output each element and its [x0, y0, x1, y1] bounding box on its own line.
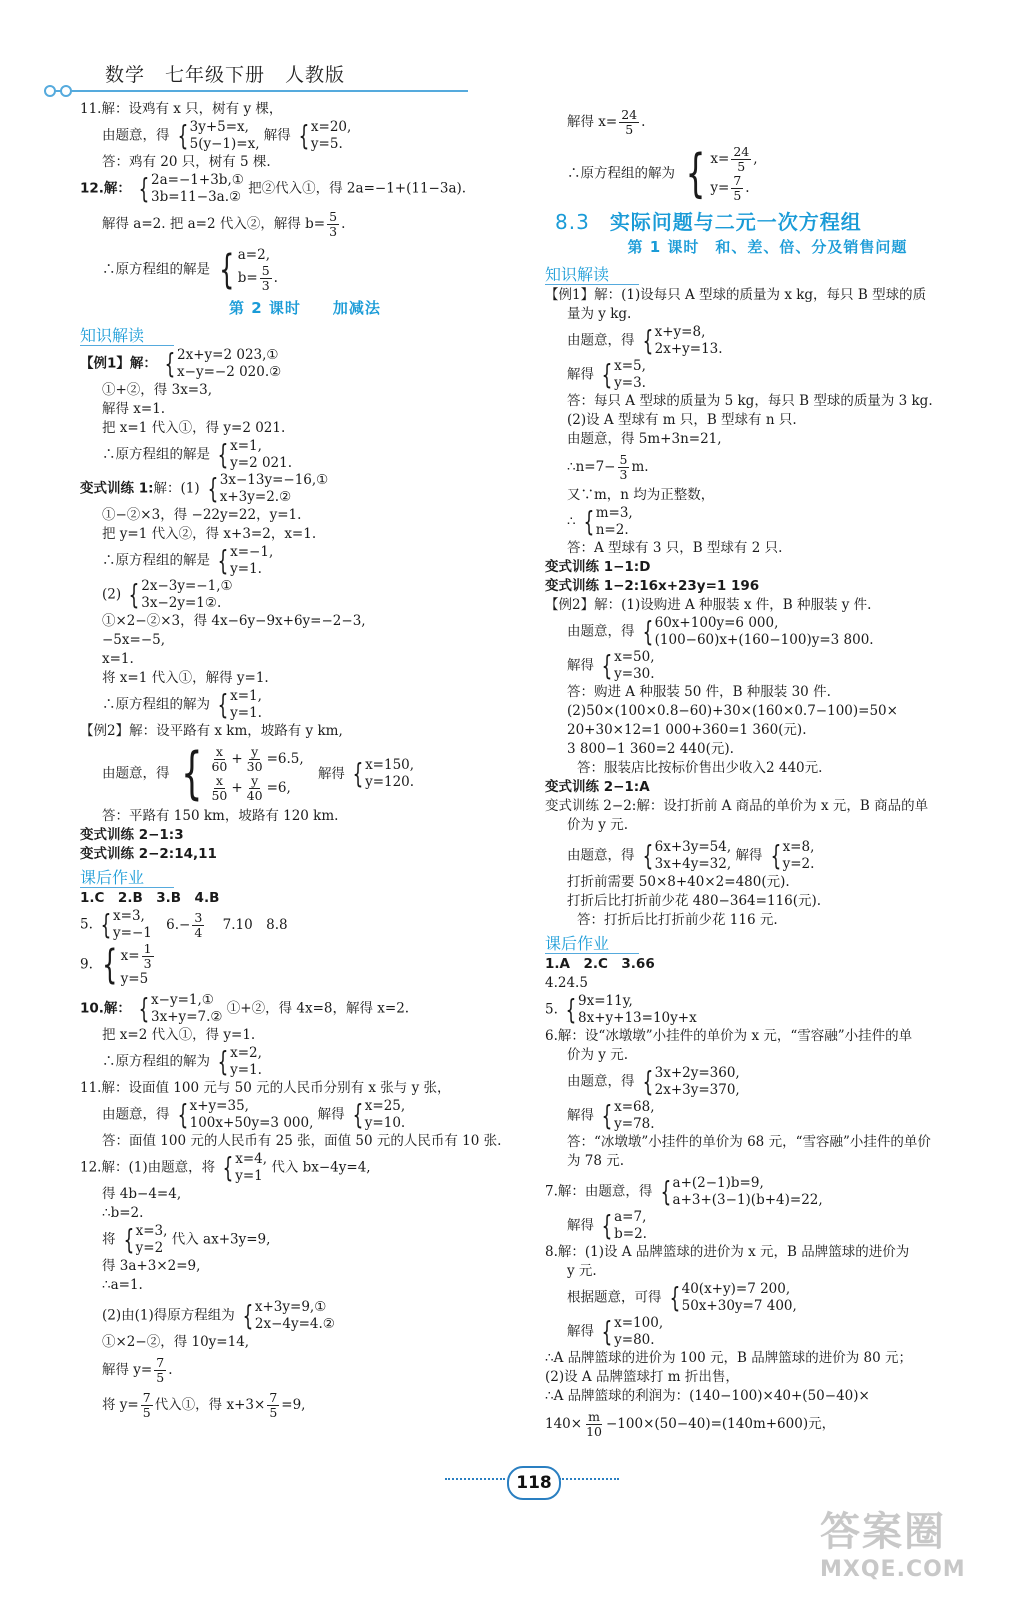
equation-line: 140× $\frac{m}{10}$ −100×(50−40)=(140m+600)元，	[545, 1409, 836, 1439]
equation-line: 由题意，得 { 3x+2y=360, 2x+3y=370,	[567, 1065, 740, 1098]
text-line: 打折后比打折前少花 480−364=116(元).	[567, 893, 822, 909]
equation-line: 解得 { x=50, y=30.	[567, 649, 655, 682]
equation-line: 由题意，得 { $\frac{x}{60}$ + $\frac{y}{30}$ =6.5, $\frac{x}{50}$ + $\frac{y}{40}$ =6, 解得 { x=150, y=120.	[102, 741, 415, 806]
equation-line: (2)由(1)得原方程组为 { x+3y=9,① 2x−4y=4.②	[102, 1299, 335, 1332]
text-line: (2)50×(100×0.8−60)+30×(160×0.7−100)=50×	[567, 703, 898, 719]
text-line: 答：每只 A 型球的质量为 5 kg，每只 B 型球的质量为 3 kg.	[567, 393, 933, 409]
text-line: 【例2】解：(1)设购进 A 种服装 x 件，B 种服装 y 件.	[545, 597, 872, 613]
text-line: 20+30×12=1 000+360=1 360(元).	[567, 722, 807, 738]
answer-line: 4.24.5	[545, 975, 588, 991]
text-line: 由题意，得 5m+3n=21,	[567, 431, 722, 447]
text-line: 答：服装店比按标价售出少收入2 440元.	[577, 760, 823, 776]
subsection-heading: 知识解读	[80, 326, 174, 346]
equation-line: 由题意，得 { x+y=35, 100x+50y=3 000, 解得 { x=25, y=10.	[102, 1098, 406, 1131]
text-line: 又∵m，n 均为正整数，	[567, 487, 715, 503]
text-line: 答：鸡有 20 只，树有 5 棵.	[102, 154, 271, 170]
text-line: (2)设 A 型球有 m 只，B 型球有 n 只.	[567, 412, 797, 428]
text-line: 答：面值 100 元的人民币有 25 张，面值 50 元的人民币有 10 张.	[102, 1133, 502, 1149]
equation-line: ∴原方程组的解为 { x=1, y=1.	[102, 688, 262, 721]
text-line: 变式训练 2−1:3	[80, 827, 184, 843]
equation-line: ∴n=7− $\frac{5}{3}$ m.	[567, 452, 649, 482]
subsection-heading: 课后作业	[545, 934, 639, 954]
equation-line: 12.解：(1)由题意，将 { x=4, y=1 代入 bx−4y=4,	[80, 1151, 371, 1184]
equation-line: 7.解：由题意，得 { a+(2−1)b=9, a+3+(3−1)(b+4)=22,	[545, 1175, 823, 1208]
header-dot-icon	[44, 85, 56, 97]
text-line: 答：购进 A 种服装 50 件，B 种服装 30 件.	[567, 684, 831, 700]
page-number	[455, 1462, 615, 1502]
equation-line: ∴原方程组的解为 { x= $\frac{24}{5}$ , y= $\frac{7}{5}$ .	[567, 144, 758, 204]
text-line: 【例1】解：(1)设每只 A 型球的质量为 x kg，每只 B 型球的质	[545, 287, 927, 303]
text-line: (2)设 A 品牌篮球打 m 折出售，	[545, 1369, 739, 1385]
text-line: 得 3a+3×2=9,	[102, 1258, 201, 1274]
header-dot-icon	[60, 85, 72, 97]
text-line: 把 x=1 代入①，得 y=2 021.	[102, 420, 286, 436]
equation-line: 由题意，得 { 3y+5=x, 5(y−1)=x, 解得 { x=20, y=5.	[102, 119, 352, 152]
text-line: 打折前需要 50×8+40×2=480(元).	[567, 874, 790, 890]
text-line: 8.解：(1)设 A 品牌篮球的进价为 x 元，B 品牌篮球的进价为	[545, 1244, 910, 1260]
equation-line: ∴原方程组的解是 { a=2, b= $\frac{5}{3}$ .	[102, 247, 278, 293]
text-line: −5x=−5,	[102, 632, 166, 648]
fraction: $\frac{5}{3}$	[329, 209, 338, 239]
text-line: 价为 y 元.	[567, 817, 629, 833]
text-line: 为 78 元.	[567, 1153, 625, 1169]
answer-line: 1.A 2.C 3.66	[545, 956, 655, 972]
text-line: 11.解：设鸡有 x 只，树有 y 棵，	[80, 101, 283, 117]
equation-line: 解得 { x=100, y=80.	[567, 1315, 664, 1348]
text-line: 量为 y kg.	[567, 306, 632, 322]
text-line: 答：A 型球有 3 只，B 型球有 2 只.	[567, 540, 783, 556]
text-line: 变式训练 1−1:D	[545, 559, 651, 575]
equation-line: ∴原方程组的解是 { x=−1, y=1.	[102, 544, 274, 577]
equation-line: 由题意，得 { x+y=8, 2x+y=13.	[567, 324, 723, 357]
text-line: ∴A 品牌篮球的进价为 100 元，B 品牌篮球的进价为 80 元；	[545, 1350, 912, 1366]
equation-line: ∴原方程组的解是 { x=1, y=2 021.	[102, 438, 293, 471]
text-line: 变式训练 1−2:16x+23y=1 196	[545, 578, 760, 594]
equation-line: 解得 a=2. 把 a=2 代入②，解得 b= $\frac{5}{3}$ .	[102, 209, 346, 239]
right-column	[545, 100, 990, 1439]
equation-line: 解得 { a=7, b=2.	[567, 1209, 647, 1242]
text-line: 答：“冰墩墩”小挂件的单价为 68 元，“雪容融”小挂件的单价	[567, 1134, 931, 1150]
text-line: ①×2−②，得 10y=14,	[102, 1334, 250, 1350]
text-line: 变式训练 2−1:A	[545, 779, 650, 795]
subsection-heading: 知识解读	[545, 265, 639, 285]
equation-line: (2) { 2x−3y=−1,① 3x−2y=1②.	[102, 578, 233, 611]
equation-line: 将 y= $\frac{7}{5}$ 代入①，得 x+3× $\frac{7}{5}$ =9,	[102, 1390, 306, 1420]
text-line: x=1.	[102, 651, 134, 667]
equation-line: 变式训练 1:解：(1) { 3x−13y=−16,① x+3y=2.②	[80, 472, 329, 505]
equation-line: 解得 { x=68, y=78.	[567, 1099, 655, 1132]
text-line: 6.解：设“冰墩墩”小挂件的单价为 x 元，“雪容融”小挂件的单	[545, 1028, 913, 1044]
solution-system: { a=2, b= $\frac{5}{3}$ .	[219, 247, 278, 293]
subsection-heading: 课后作业	[80, 868, 174, 888]
section-title: 8.3 实际问题与二元一次方程组	[555, 210, 862, 234]
text-line: ①+②，得 3x=3,	[102, 382, 212, 398]
solution-system: { x=20, y=5.	[298, 119, 352, 152]
text-line: 将 x=1 代入①，解得 y=1.	[102, 670, 269, 686]
text-line: ①−②×3，得 −22y=22，y=1.	[102, 507, 302, 523]
text-line: 得 4b−4=4,	[102, 1186, 182, 1202]
header-rule	[48, 90, 468, 92]
text-line: 价为 y 元.	[567, 1047, 629, 1063]
footer-dots-right	[559, 1478, 619, 1480]
page-number-badge: 118	[507, 1466, 561, 1500]
text-line: ∴A 品牌篮球的利润为：(140−100)×40+(50−40)×	[545, 1388, 870, 1404]
text-line: y 元.	[567, 1263, 597, 1279]
equation-line: 解得 { x=5, y=3.	[567, 358, 646, 391]
equation-system: { 2a=−1+3b,① 3b=11−3a.②	[138, 172, 244, 205]
left-column	[80, 100, 530, 1420]
footer-dots-left	[445, 1478, 505, 1480]
lesson-title: 第 2 课时 加减法	[229, 299, 381, 317]
text-line: 变式训练 2−2:14,11	[80, 846, 217, 862]
equation-line: 由题意，得 { 60x+100y=6 000, (100−60)x+(160−100)y=3 800.	[567, 615, 874, 648]
equation-line: ∴ { m=3, n=2.	[567, 505, 633, 538]
equation-line: 将 { x=3, y=2 代入 ax+3y=9,	[102, 1223, 271, 1256]
answer-line: 1.C 2.B 3.B 4.B	[80, 890, 220, 906]
equation-line: ∴原方程组的解为 { x=2, y=1.	[102, 1045, 262, 1078]
text-line: 把 y=1 代入②，得 x+3=2，x=1.	[102, 526, 317, 542]
watermark-logo: 答案圈 MXQE.COM	[820, 1509, 966, 1582]
text-line: 3 800−1 360=2 440(元).	[567, 741, 734, 757]
lesson-title: 第 1 课时 和、差、倍、分及销售问题	[627, 238, 908, 256]
text-line: 把 x=2 代入①，得 y=1.	[102, 1027, 256, 1043]
text-line: 【例2】解：设平路有 x km，坡路有 y km,	[80, 723, 343, 739]
equation-line: 12.解： { 2a=−1+3b,① 3b=11−3a.② 把②代入①，得 2a=−1+(11−3a).	[80, 172, 467, 205]
equation-line: 根据题意，可得 { 40(x+y)=7 200, 50x+30y=7 400,	[567, 1281, 797, 1314]
text-line: 变式训练 2−2:解：设打折前 A 商品的单价为 x 元，B 商品的单	[545, 798, 929, 814]
answer-line: 5. { x=3, y=−1 6.− $\frac{3}{4}$ 7.10 8.8	[80, 908, 288, 941]
equation-line: 【例1】解： { 2x+y=2 023,① x−y=−2 020.②	[80, 347, 282, 380]
text-line: 解得 x=1.	[102, 401, 166, 417]
text-line: 答：平路有 150 km，坡路有 120 km.	[102, 808, 339, 824]
equation-line: 由题意，得 { 6x+3y=54, 3x+4y=32, 解得 { x=8, y=2.	[567, 839, 815, 872]
text-line: 答：打折后比打折前少花 116 元.	[577, 912, 778, 928]
text-line: ①×2−②×3，得 4x−6y−9x+6y=−2−3,	[102, 613, 366, 629]
answer-line: 9. { x= $\frac{1}{3}$ y=5	[80, 941, 152, 988]
equation-line: 解得 x= $\frac{24}{5}$ .	[567, 107, 646, 137]
equation-system: { 3y+5=x, 5(y−1)=x,	[177, 119, 260, 152]
header-title: 数学 七年级下册 人教版	[105, 64, 346, 86]
text-line: ∴a=1.	[102, 1277, 143, 1293]
equation-line: 解得 y= $\frac{7}{5}$ .	[102, 1355, 173, 1385]
text-line: 11.解：设面值 100 元与 50 元的人民币分别有 x 张与 y 张，	[80, 1080, 451, 1096]
answer-line: 5. { 9x=11y, 8x+y+13=10y+x	[545, 993, 697, 1026]
equation-line: 10.解： { x−y=1,① 3x+y=7.② ①+②，得 4x=8，解得 x=2.	[80, 992, 410, 1025]
text-line: ∴b=2.	[102, 1205, 144, 1221]
